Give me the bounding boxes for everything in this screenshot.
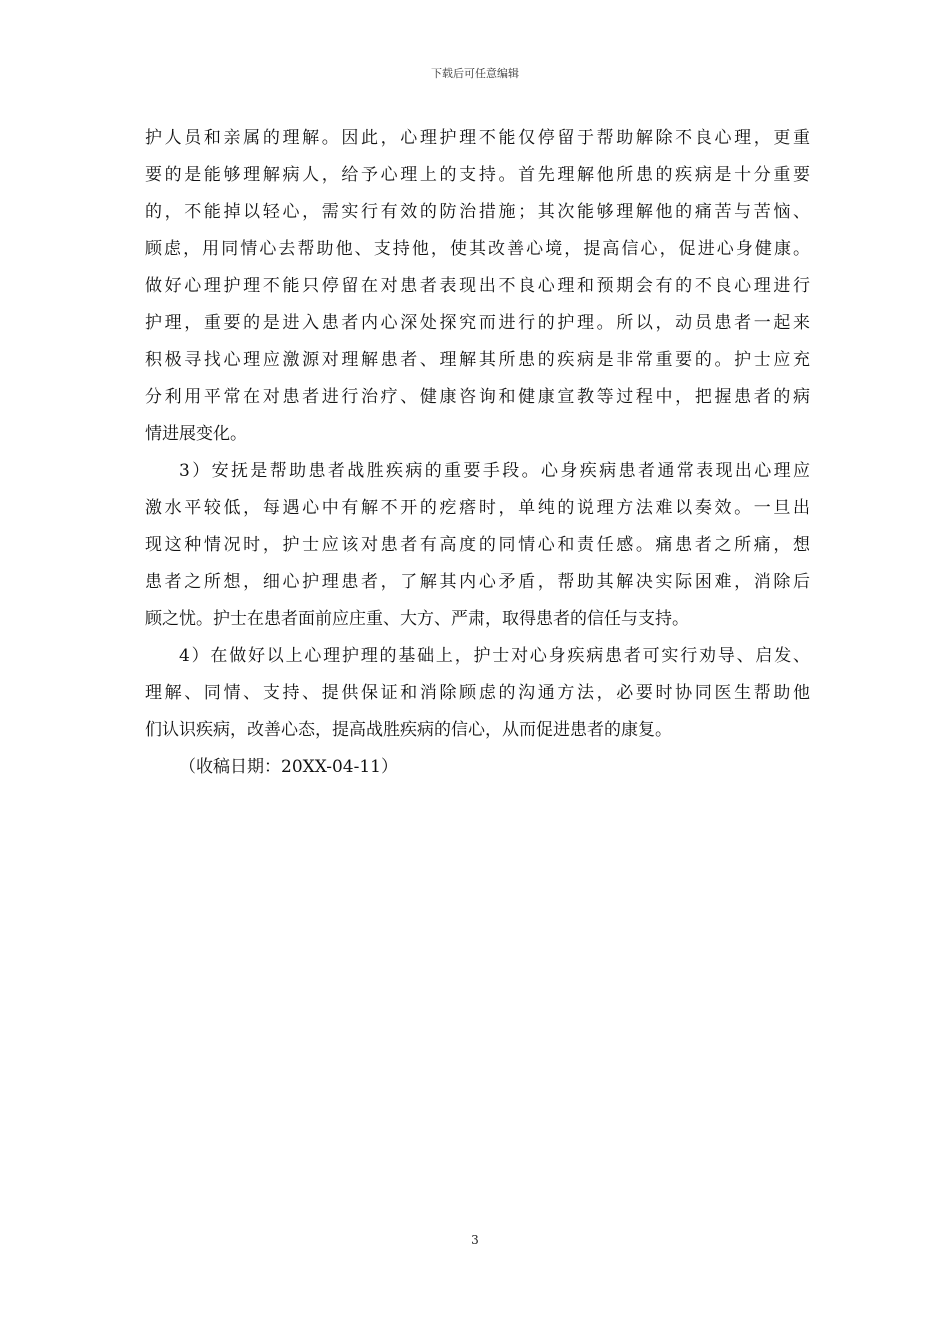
received-date: （收稿日期：20XX-04-11） <box>179 757 398 777</box>
paragraph-3-line: 3）安抚是帮助患者战胜疾病的重要手段。心身疾病患者通常表现出心理应 <box>179 461 810 481</box>
body-line: 做好心理护理不能只停留在对患者表现出不良心理和预期会有的不良心理进行 <box>145 276 810 296</box>
body-line: 顾之忧。护士在患者面前应庄重、大方、严肃，取得患者的信任与支持。 <box>145 609 689 629</box>
body-line: 情进展变化。 <box>145 424 247 444</box>
body-line: 激水平较低，每遇心中有解不开的疙瘩时，单纯的说理方法难以奏效。一旦出 <box>145 498 810 518</box>
body-line: 患者之所想，细心护理患者，了解其内心矛盾，帮助其解决实际困难，消除后 <box>145 572 810 592</box>
body-line: 的，不能掉以轻心，需实行有效的防治措施；其次能够理解他的痛苦与苦恼、 <box>145 202 810 222</box>
page-header: 下载后可任意编辑 <box>431 67 519 80</box>
body-line: 现这种情况时，护士应该对患者有高度的同情心和责任感。痛患者之所痛，想 <box>145 535 810 555</box>
document-body <box>145 120 810 786</box>
body-line: 护理，重要的是进入患者内心深处探究而进行的护理。所以，动员患者一起来 <box>145 313 810 333</box>
body-line: 要的是能够理解病人，给予心理上的支持。首先理解他所患的疾病是十分重要 <box>145 165 810 185</box>
page-number: 3 <box>471 1233 479 1247</box>
body-line: 们认识疾病，改善心态，提高战胜疾病的信心，从而促进患者的康复。 <box>145 720 672 740</box>
body-line: 理解、同情、支持、提供保证和消除顾虑的沟通方法，必要时协同医生帮助他 <box>145 683 810 703</box>
body-line: 护人员和亲属的理解。因此，心理护理不能仅停留于帮助解除不良心理，更重 <box>145 128 810 148</box>
paragraph-4-line: 4）在做好以上心理护理的基础上，护士对心身疾病患者可实行劝导、启发、 <box>179 646 810 666</box>
body-line: 积极寻找心理应激源对理解患者、理解其所患的疾病是非常重要的。护士应充 <box>145 350 810 370</box>
body-line: 分利用平常在对患者进行治疗、健康咨询和健康宣教等过程中，把握患者的病 <box>145 387 810 407</box>
body-line: 顾虑，用同情心去帮助他、支持他，使其改善心境，提高信心，促进心身健康。 <box>145 239 810 259</box>
